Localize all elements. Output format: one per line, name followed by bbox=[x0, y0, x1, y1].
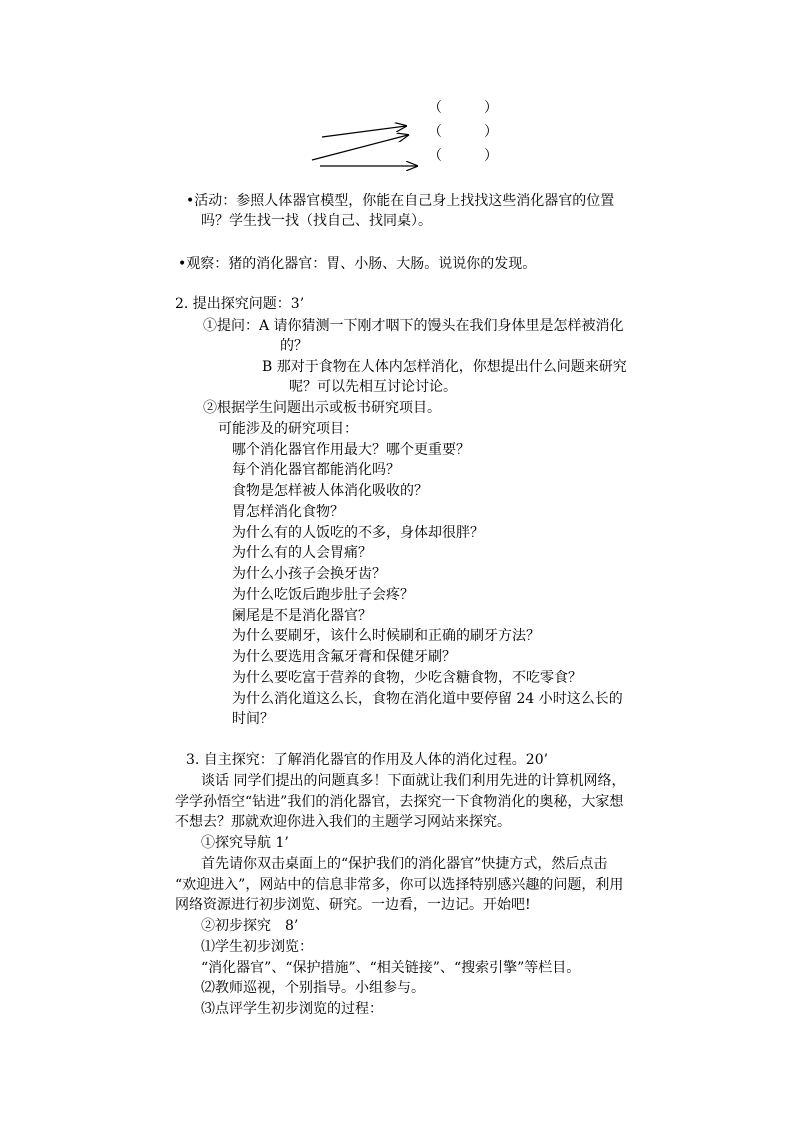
nav-heading: ①探究导航 1’ bbox=[201, 835, 289, 851]
topic-item: 为什么消化道这么长，食物在消化道中要停留 24 小时这么长的 bbox=[232, 691, 623, 707]
activity-line-1: •活动：参照人体器官模型，你能在自己身上找找这些消化器官的位置 bbox=[186, 193, 615, 209]
sub-step-3: ⑶点评学生初步浏览的过程： bbox=[201, 1001, 383, 1017]
sub-step-1: ⑴学生初步浏览： bbox=[201, 939, 313, 955]
topic-item: 阑尾是不是消化器官？ bbox=[232, 608, 372, 624]
talk-line-2: 学学孙悟空“钻进”我们的消化器官，去探究一下食物消化的奥秘，大家想 bbox=[175, 794, 624, 810]
section3-heading: 3. 自主探究：了解消化器官的作用及人体的消化过程。20’ bbox=[186, 752, 549, 768]
digestion-arrows-diagram bbox=[300, 115, 430, 175]
talk-line-1: 谈话 同学们提出的问题真多！下面就让我们利用先进的计算机网络， bbox=[201, 773, 626, 789]
topic-item: 为什么吃饭后跑步肚子会疼？ bbox=[232, 587, 414, 603]
arrow-2 bbox=[312, 135, 408, 160]
ask-b-line-1: B 那对于食物在人体内怎样消化，你想提出什么问题来研究 bbox=[262, 359, 627, 375]
ask-b-line-2: 呢？可以先相互讨论讨论。 bbox=[289, 379, 457, 395]
topic-item: 为什么小孩子会换牙齿？ bbox=[232, 566, 386, 582]
possible-topics-label: 可能涉及的研究项目： bbox=[218, 421, 358, 437]
sub-step-2: ⑵教师巡视，个别指导。小组参与。 bbox=[201, 980, 425, 996]
ask-a-line-1: ①提问：A 请你猜测一下刚才咽下的馒头在我们身体里是怎样被消化 bbox=[203, 318, 624, 334]
observe-line: •观察：猪的消化器官：胃、小肠、大肠。说说你的发现。 bbox=[178, 256, 537, 272]
blank-paren-3: （ ） bbox=[428, 148, 498, 164]
topic-item: 时间？ bbox=[232, 711, 274, 727]
topic-item: 为什么要选用含氟牙膏和保健牙刷？ bbox=[232, 649, 456, 665]
nav-line-3: 网络资源进行初步浏览、研究。一边看，一边记。开始吧! bbox=[175, 897, 531, 913]
explore-heading: ②初步探究 8’ bbox=[201, 918, 299, 934]
topic-item: 食物是怎样被人体消化吸收的？ bbox=[232, 483, 428, 499]
topic-item: 每个消化器官都能消化吗？ bbox=[232, 462, 400, 478]
ask-a-line-2: 的？ bbox=[280, 338, 308, 354]
nav-line-1: 首先请你双击桌面上的“保护我们的消化器官”快捷方式，然后点击 bbox=[201, 856, 608, 872]
topic-item: 为什么要吃富于营养的食物，少吃含糖食物，不吃零食？ bbox=[232, 670, 582, 686]
topic-item: 为什么有的人会胃痛？ bbox=[232, 545, 372, 561]
arrow-1 bbox=[322, 126, 406, 137]
topic-item: 胃怎样消化食物？ bbox=[232, 504, 344, 520]
talk-line-3: 不想去？那就欢迎你进入我们的主题学习网站来探究。 bbox=[175, 814, 511, 830]
nav-line-2: “欢迎进入”，网站中的信息非常多，你可以选择特别感兴趣的问题，利用 bbox=[175, 877, 624, 893]
sub-step-1-detail: “消化器官”、“保护措施”、“相关链接”、“搜索引擎”等栏目。 bbox=[201, 960, 581, 976]
blank-paren-1: （ ） bbox=[428, 100, 498, 116]
topic-item: 为什么有的人饭吃的不多，身体却很胖？ bbox=[232, 525, 484, 541]
blank-paren-2: （ ） bbox=[428, 124, 498, 140]
topic-item: 为什么要刷牙，该什么时候刷和正确的刷牙方法？ bbox=[232, 628, 540, 644]
present-line: ②根据学生问题出示或板书研究项目。 bbox=[203, 400, 441, 416]
section2-heading: 2. 提出探究问题：3’ bbox=[175, 296, 305, 312]
topic-item: 哪个消化器官作用最大？哪个更重要？ bbox=[232, 442, 470, 458]
activity-line-2: 吗？学生找一找（找自己、找同桌）。 bbox=[201, 213, 432, 229]
